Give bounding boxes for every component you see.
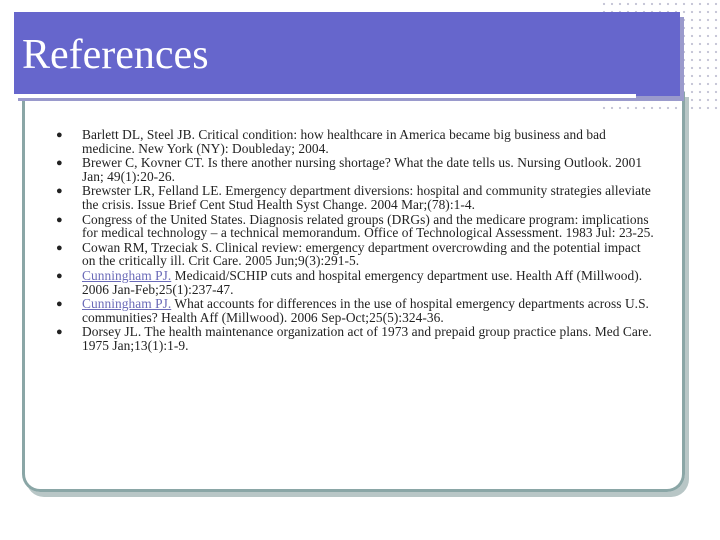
reference-text: Medicaid/SCHIP cuts and hospital emergency department use. Health Aff (Millwood). 2006 Jan-Feb;25(1):237-47. — [82, 267, 643, 297]
reference-text: Dorsey JL. The health maintenance organization act of 1973 and prepaid group practice plans. Med Care. 1975 Jan;13(1):1-9. — [82, 324, 652, 353]
reference-item — [56, 128, 656, 155]
bullet-icon: ● — [56, 241, 63, 254]
bullet-icon: ● — [56, 185, 63, 198]
reference-item — [56, 269, 656, 296]
reference-item — [56, 213, 656, 240]
slide-title: References — [22, 32, 209, 78]
reference-item — [56, 325, 656, 352]
reference-item — [56, 297, 656, 324]
reference-list — [56, 128, 656, 354]
bullet-icon: ● — [56, 157, 63, 170]
reference-text: Barlett DL, Steel JB. Critical condition: how healthcare in America became big business and bad medicine. New York (NY): Doubleday; 2004. — [82, 127, 606, 156]
reference-text: Brewster LR, Felland LE. Emergency department diversions: hospital and community strategies alleviate the crisis. Issue Brief Cent Stud Health Syst Change. 2004 Mar;(78):1-4. — [82, 183, 651, 212]
title-bar — [14, 12, 680, 96]
reference-item — [56, 184, 656, 211]
reference-text: What accounts for differences in the use of hospital emergency departments across U.S. communities? Health Aff (Millwood). 2006 Sep-Oct;25(5):324-36. — [82, 296, 649, 325]
author-link[interactable]: Cunningham PJ. — [82, 296, 172, 312]
author-link[interactable]: Cunningham PJ. — [82, 267, 172, 283]
bullet-icon: ● — [56, 298, 63, 311]
reference-text: Cowan RM, Trzeciak S. Clinical review: emergency department overcrowding and the potential impact on the critically ill. Crit Care. 2005 Jun;9(3):291-5. — [82, 239, 641, 269]
bullet-icon: ● — [56, 213, 63, 226]
bullet-icon: ● — [56, 326, 63, 339]
reference-item — [56, 241, 656, 268]
title-underline — [14, 94, 636, 98]
reference-text: Congress of the United States. Diagnosis related groups (DRGs) and the medicare program: implications for medical technology – a technical memorandum. Office of Technological Assessment. 1983 Jul: 23-25. — [82, 211, 654, 241]
reference-text: Brewer C, Kovner CT. Is there another nursing shortage? What the date tells us. Nursing Outlook. 2001 Jan; 49(1):20-26. — [82, 155, 643, 184]
bullet-icon: ● — [56, 129, 63, 141]
reference-item — [56, 156, 656, 183]
bullet-icon: ● — [56, 269, 63, 282]
